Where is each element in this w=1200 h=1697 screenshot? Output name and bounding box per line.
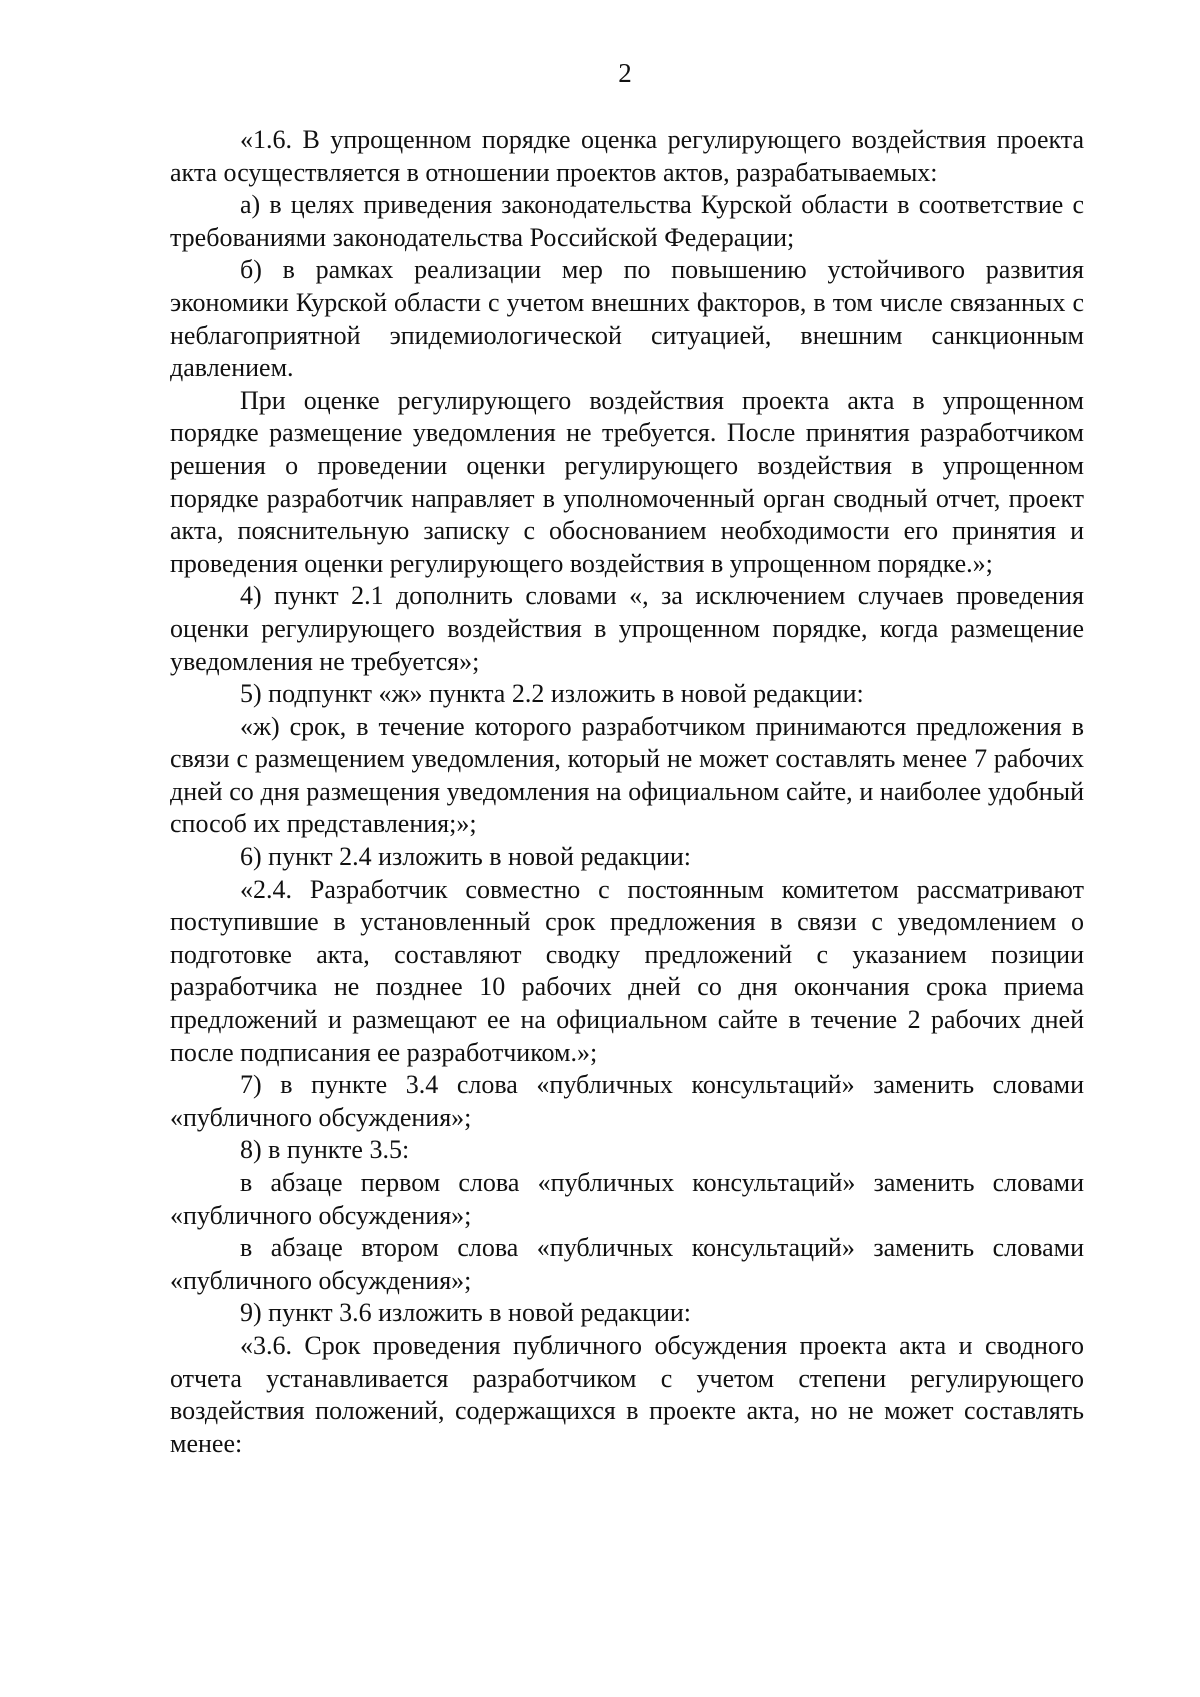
- paragraph: 7) в пункте 3.4 слова «публичных консультаций» заменить словами «публичного обсуждения»;: [170, 1070, 1084, 1132]
- paragraph: 4) пункт 2.1 дополнить словами «, за исключением случаев проведения оценки регулирующего воздействия в упрощенном порядке, когда размещение уведомления не требуется»;: [170, 581, 1084, 676]
- paragraph: 8) в пункте 3.5:: [240, 1135, 410, 1165]
- paragraph: 9) пункт 3.6 изложить в новой редакции:: [240, 1298, 692, 1328]
- paragraph: в абзаце первом слова «публичных консультаций» заменить словами «публичного обсуждения»;: [170, 1168, 1084, 1230]
- paragraph: При оценке регулирующего воздействия проекта акта в упрощенном порядке размещение уведомления не требуется. После принятия разработчиком решения о проведении оценки регулирующего воздействия в упрощенном порядке разработчик направляет в уполномоченный орган сводный отчет, проект акта, пояснительную записку с обоснованием необходимости его принятия и проведения оценки регулирующего воздействия в упрощенном порядке.»;: [170, 385, 1084, 578]
- paragraph: б) в рамках реализации мер по повышению устойчивого развития экономики Курской области с учетом внешних факторов, в том числе связанных с неблагоприятной эпидемиологической ситуацией, внешним санкционным давлением.: [170, 255, 1084, 383]
- paragraph: в абзаце втором слова «публичных консультаций» заменить словами «публичного обсуждения»;: [170, 1233, 1084, 1295]
- paragraph: «3.6. Срок проведения публичного обсуждения проекта акта и сводного отчета устанавливается разработчиком с учетом степени регулирующего воздействия положений, содержащихся в проекте акта, но не может составлять менее:: [170, 1330, 1084, 1458]
- paragraph: 6) пункт 2.4 изложить в новой редакции:: [240, 842, 692, 872]
- paragraph: 5) подпункт «ж» пункта 2.2 изложить в новой редакции:: [240, 679, 864, 709]
- paragraph: «1.6. В упрощенном порядке оценка регулирующего воздействия проекта акта осуществляется в отношении проектов актов, разрабатываемых:: [170, 125, 1084, 187]
- paragraph: «2.4. Разработчик совместно с постоянным комитетом рассматривают поступившие в установленный срок предложения в связи с уведомлением о подготовке акта, составляют сводку предложений с указанием позиции разработчика не позднее 10 рабочих дней со дня окончания срока приема предложений и размещают ее на официальном сайте в течение 2 рабочих дней после подписания ее разработчиком.»;: [170, 874, 1084, 1067]
- document-body: [170, 124, 1084, 1460]
- paragraph: «ж) срок, в течение которого разработчиком принимаются предложения в связи с размещением уведомления, который не может составлять менее 7 рабочих дней со дня размещения уведомления на официальном сайте, и наиболее удобный способ их представления;»;: [170, 711, 1084, 839]
- paragraph: а) в целях приведения законодательства Курской области в соответствие с требованиями законодательства Российской Федерации;: [170, 190, 1084, 252]
- page-number: 2: [618, 58, 632, 88]
